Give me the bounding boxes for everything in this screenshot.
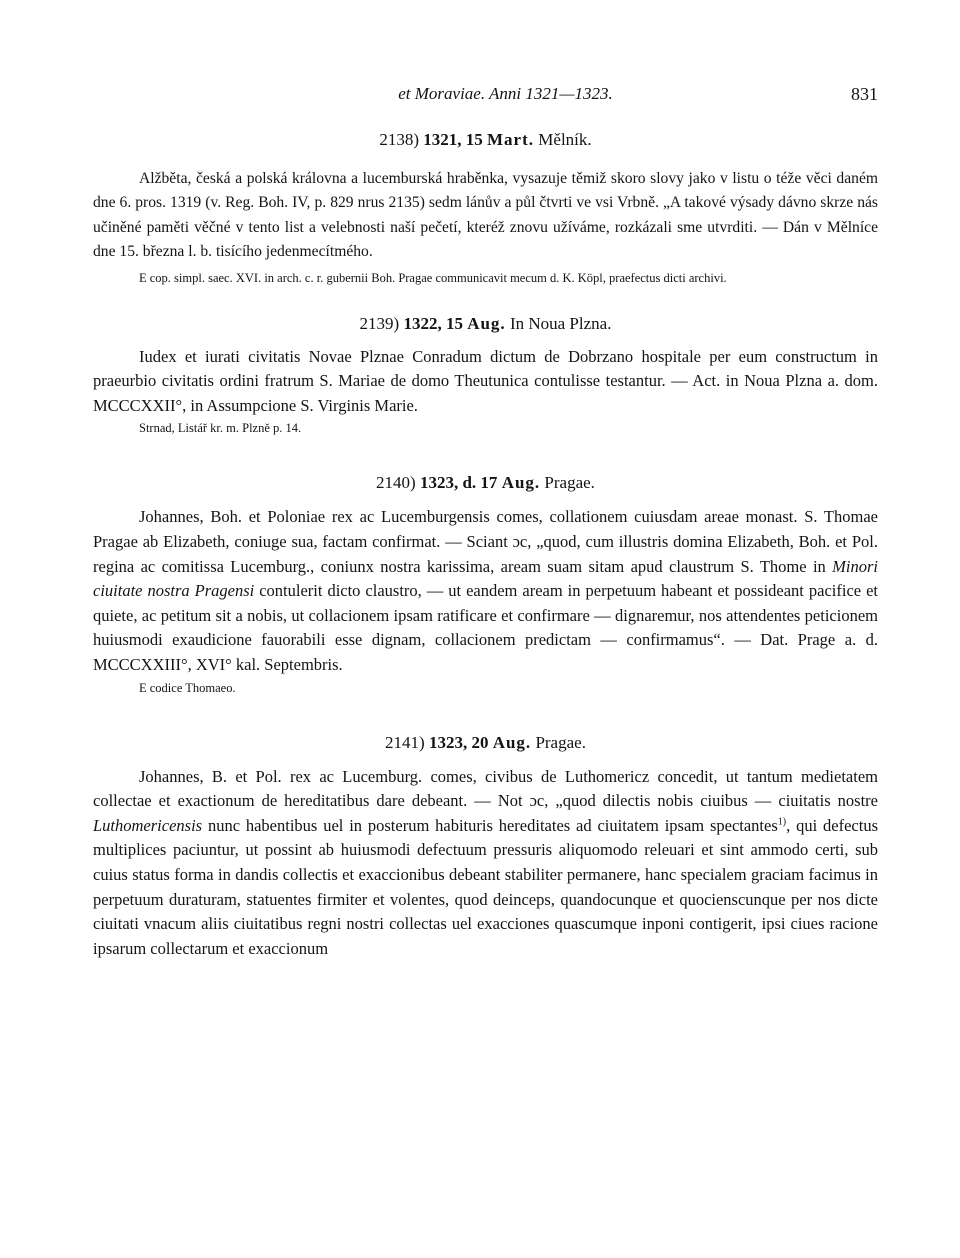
entry-number: 2139) bbox=[359, 313, 400, 333]
text-segment: nunc habentibus uel in posterum habituris hereditates ad ciuitatem ipsam spectantes bbox=[202, 815, 778, 835]
entry-source: Strnad, Listář kr. m. Plzně p. 14. bbox=[139, 421, 302, 436]
entry-heading bbox=[93, 471, 878, 495]
entry-heading bbox=[93, 312, 878, 336]
text-segment: Johannes, Boh. et Poloniae rex ac Lucemburgensis comes, collationem cuiusdam areae monast. S. Thomae Pragae ab Elizabeth, coniuge sua, factam confirmat. — Sciant ɔc, „quod, cum illustris domina Elizabeth, Boh. et Pol. regina ac comitissa Lucemburg., coniunx nostra karissima, aream suam sitam apud claustrum S. Thome in bbox=[93, 507, 878, 576]
entry-number: 2141) bbox=[385, 732, 425, 752]
entry-text bbox=[93, 505, 878, 677]
entry-text bbox=[93, 765, 878, 962]
entry-date: 1321, 15 bbox=[423, 130, 483, 149]
italic-segment: Minori ciuitate nostra Pragensi bbox=[93, 556, 878, 601]
entry-place: Mělník. bbox=[538, 130, 592, 149]
entry-2138 bbox=[93, 128, 878, 288]
entry-month: Aug. bbox=[492, 732, 532, 752]
entry-month: Aug. bbox=[467, 313, 506, 333]
document-page bbox=[93, 84, 878, 961]
entry-date: 1322, 15 bbox=[403, 313, 463, 333]
entry-date: 1323, d. 17 bbox=[419, 473, 498, 493]
entry-2140 bbox=[93, 471, 878, 697]
running-head bbox=[93, 84, 878, 114]
text-segment: contulerit dicto claustro, — ut eandem aream in perpetuum habeant et possideant pacifice et quiete, ac petitum sit a nobis, ut collacionem ipsam ratificare et confirmare — dignaremur, nos attendentes peticionem huiusmodi exaudicione fauorabili esse dignam, collacionem predictam — confirmamus“. — Dat. Prage a. d. MCCCXXIII°, XVI° kal. Septembris. bbox=[93, 581, 878, 674]
entry-number: 2138) bbox=[379, 130, 420, 149]
entry-2139 bbox=[93, 312, 878, 439]
entry-text: Alžběta, česká a polská královna a lucemburská hraběnka, vysazuje těmiž skoro slovy jako v listu o téže věci daném dne 6. pros. 1319 (v. Reg. Boh. IV, p. 829 nrus 2135) sedm lánův a půl čtvrti ve vsi Vrbně. „A takové výsady dávno skrze nás učiněné paměti věčné v tento list a velebnosti naší pečetí, kteréž znovu užíváme, rozkázali sme utvrditi. — Dán v Mělníce dne 15. března l. b. tisícího jedenmecítmého. bbox=[93, 170, 878, 261]
footnote-marker: 1) bbox=[777, 816, 787, 828]
text-segment: , qui defectus multiplices paciuntur, ut possint ab huiusmodi defectuum pressuris aliquomodo releuari et sint ammodo certi, sub cuius status forma in dandis collectis et exaccionibus debeant stabiliter permanere, hanc specialem graciam facimus in perpetuum duraturam, statuentes firmiter et volentes, quod deinceps, quandocunque et quocienscunque per nos dicte ciuitati vnacum aliis ciuitatibus regni nostri collectas uel exacciones quascumque inponi contigerit, ipsi ciues racione ipsarum collectarum et exaccionum bbox=[93, 815, 878, 958]
entry-month: Aug. bbox=[501, 473, 541, 493]
entry-source: E codice Thomaeo. bbox=[139, 680, 236, 695]
running-head-title: et Moraviae. Anni 1321—1323. bbox=[398, 84, 613, 103]
entry-place: Pragae. bbox=[544, 473, 595, 493]
entry-text: Iudex et iurati civitatis Novae Plznae Conradum dictum de Dobrzano hospitale per eum constructum in praeurbio civitatis ordini fratrum S. Mariae de domo Theutunica contulisse testantur. — Act. in Noua Plzna a. dom. MCCCXXII°, in Assumpcione S. Virginis Marie. bbox=[93, 346, 878, 415]
entry-date: 1323, 20 bbox=[428, 732, 489, 752]
entry-2141 bbox=[93, 731, 878, 962]
text-segment: Johannes, B. et Pol. rex ac Lucemburg. comes, civibus de Luthomericz concedit, ut tantum medietatem collectae et exactionum de hereditatibus dare debeant. — Not ɔc, „quod dilectis nobis ciuibus — ciuitatis nostre bbox=[93, 766, 878, 811]
entry-source: E cop. simpl. saec. XVI. in arch. c. r. gubernii Boh. Pragae communicavit mecum d. K. Köpl, praefectus dicti archivi. bbox=[139, 270, 727, 285]
entry-month: Mart. bbox=[487, 130, 535, 149]
italic-segment: Luthomericensis bbox=[93, 815, 203, 835]
page-number: 831 bbox=[851, 84, 878, 104]
entry-place: In Noua Plzna. bbox=[509, 313, 612, 333]
entry-heading bbox=[93, 128, 878, 152]
entry-heading bbox=[93, 731, 878, 755]
entry-place: Pragae. bbox=[535, 732, 586, 752]
entry-number: 2140) bbox=[376, 473, 416, 493]
